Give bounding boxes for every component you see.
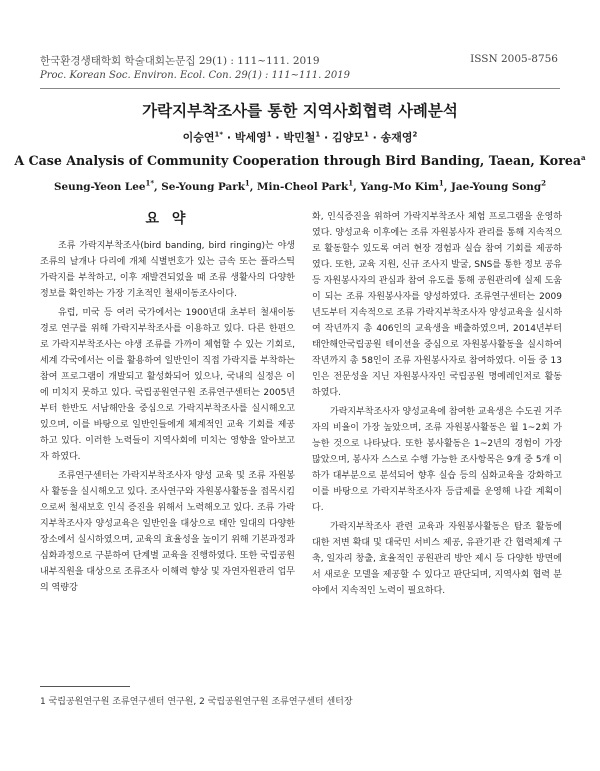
abstract-paragraph: 가락지부착조사자 양성교육에 참여한 교육생은 수도권 거주자의 비율이 가장 높았으며, 조류 자원봉사활동은 월 1~2회 가능한 것으로 나타났다. 또한 봉사활동은 1~2년의 경험이 가장 많았으며, 봉사자 스스로 수행 가능한 조사항목은 9개 중 5개 이하가 대부분으로 분석되어 향후 실습 등의 심화교육을 강화하고 이를 바탕으로 가락지부착조사자 등급제를 운영해 나갈 계획이다. xyxy=(312,407,562,513)
author-name: Seung-Yeon Lee xyxy=(54,181,146,193)
author-name: 이승연 xyxy=(182,131,215,144)
author-affiliation-mark: 1 xyxy=(315,130,321,139)
author-list-ko xyxy=(0,129,600,145)
abstract-paragraph: 가락지부착조사 관련 교육과 자원봉사활동은 탐조 활동에 대한 저변 확대 및 대국민 서비스 제공, 유관기관 간 협력체계 구축, 일자리 창출, 효율적인 공원관리 방안 제시 등 다양한 방면에서 새로운 모델을 제공할 수 있다고 판단되며, 지역사회 협력 분야에서 지속적인 노력이 필요하다. xyxy=(312,522,562,596)
author-affiliation-mark: 1 xyxy=(244,178,250,188)
author-separator: , xyxy=(353,181,361,193)
author-affiliation-mark: 1* xyxy=(214,130,223,139)
author-separator: · xyxy=(271,131,284,144)
author-name: Se-Young Park xyxy=(161,181,245,193)
author-name: 김양모 xyxy=(332,131,364,144)
abstract-left-column xyxy=(40,238,295,596)
title-footnote-mark: a xyxy=(581,152,586,162)
author-separator: · xyxy=(368,131,381,144)
footnote-divider xyxy=(40,686,130,687)
abstract-paragraph: 화, 인식증진을 위하여 가락지부착조사 체험 프로그램을 운영하였다. 양성교육 이후에는 조류 자원봉사자 관리를 통해 지속적으로 활동할수 있도록 여러 현장 경험과 실습 참여 기회를 제공하였다. 또한, 교육 지원, 신규 조사지 발굴, SNS를 통한 정보 공유 등 자원봉사자의 관심과 참여 유도를 통해 공원관리에 실제 도움이 되는 조류 자원봉사자를 양성하였다. 조류연구센터는 2009년도부터 지속적으로 조류 가락지부착조사자 양성교육을 실시하여 작년까지 총 406인의 교육생을 배출하였으며, 2014년부터 태안해안국립공원 테이션을 중심으로 자원봉사활동을 실시하여 작년까지 총 58인이 조류 자원봉사자로 참여하였다. 이들 중 13인은 전문성을 지닌 자원봉사자인 국립공원 명예레인저로 활동하였다. xyxy=(312,212,562,398)
author-name: Jae-Young Song xyxy=(450,181,542,193)
paper-title-ko: 가락지부착조사를 통한 지역사회협력 사례분석 xyxy=(142,102,458,120)
author-list-en xyxy=(0,178,600,193)
author-name: Min-Cheol Park xyxy=(257,181,349,193)
author-name: 박세영 xyxy=(234,131,267,144)
affiliation-footnote: 1 국립공원연구원 조류연구센터 연구원, 2 국립공원연구원 조류연구센터 센터장 xyxy=(40,697,353,707)
author-affiliation-mark: 1 xyxy=(266,130,272,139)
author-name: 박민철 xyxy=(283,131,316,144)
abstract-paragraph: 유럽, 미국 등 여러 국가에서는 1900년대 초부터 철새이동경로 연구를 위해 가락지부착조사를 이용하고 있다. 다른 한편으로 가락지부착조사는 야생 조류를 가까이 체험할 수 있는 기회로, 세계 각국에서는 이를 활용하여 일반인이 직접 가락지를 부착하는 참여 프로그램이 개발되고 활성화되어 있으나, 국내의 실정은 이에 미치지 못하고 있다. 국립공원연구원 조류연구센터는 2005년부터 한반도 서남해안을 중심으로 가락지부착조사를 실시해오고 있으며, 이를 바탕으로 일반인들에게 체계적인 교육 기회를 제공하고 있다. 이러한 노력들이 지역사회에 미치는 영향을 알아보고자 하였다. xyxy=(40,308,295,462)
author-affiliation-mark: 1 xyxy=(438,178,444,188)
author-affiliation-mark: 1* xyxy=(145,178,154,188)
abstract-heading: 요 약 xyxy=(145,211,190,227)
abstract-right-column xyxy=(312,209,562,599)
issn-label: ISSN 2005-8756 xyxy=(470,53,558,65)
author-affiliation-mark: 2 xyxy=(412,130,418,139)
author-name: 송재영 xyxy=(380,131,413,144)
author-separator: · xyxy=(320,131,333,144)
author-affiliation-mark: 1 xyxy=(363,130,369,139)
header-divider xyxy=(40,88,560,89)
author-name: Yang-Mo Kim xyxy=(360,181,439,193)
author-separator: , xyxy=(443,181,451,193)
abstract-paragraph: 조류연구센터는 가락지부착조사자 양성 교육 및 조류 자원봉사 활동을 실시해오고 있다. 조사연구와 자원봉사활동을 접목시킴으로써 철새보호 인식 증진을 위해서 노력해오고 있다. 조류 가락지부착조사자 양성교육은 일반인을 대상으로 태안 일대의 다양한 장소에서 실시하였으며, 교육의 효율성을 높이기 위해 기본과정과 심화과정으로 구분하여 단계별 교육을 진행하였다. 또한 국립공원 내부직원을 대상으로 조류조사 이해력 향상 및 자연자원관리 업무의 역량강 xyxy=(40,471,295,593)
author-separator: · xyxy=(222,131,235,144)
paper-title-en-text: A Case Analysis of Community Cooperation through Bird Banding, Taean, Korea xyxy=(14,153,582,168)
abstract-paragraph: 조류 가락지부착조사(bird banding, bird ringing)는 야생조류의 날개나 다리에 개체 식별번호가 있는 금속 또는 플라스틱 가락지를 부착하고, 이후 재발견되었을 때 조류 생활사의 다양한 정보를 확인하는 가장 기초적인 철새이동조사이다. xyxy=(40,241,295,299)
author-separator: , xyxy=(249,181,258,193)
author-affiliation-mark: 1 xyxy=(348,178,354,188)
journal-header-en: Proc. Korean Soc. Environ. Ecol. Con. 29(1) : 111~111. 2019 xyxy=(40,70,350,81)
paper-title-en xyxy=(0,153,600,168)
journal-header-ko: 한국환경생태학회 학술대회논문집 29(1) : 111~111. 2019 xyxy=(40,55,320,67)
author-affiliation-mark: 2 xyxy=(541,178,546,188)
author-separator: , xyxy=(153,181,162,193)
